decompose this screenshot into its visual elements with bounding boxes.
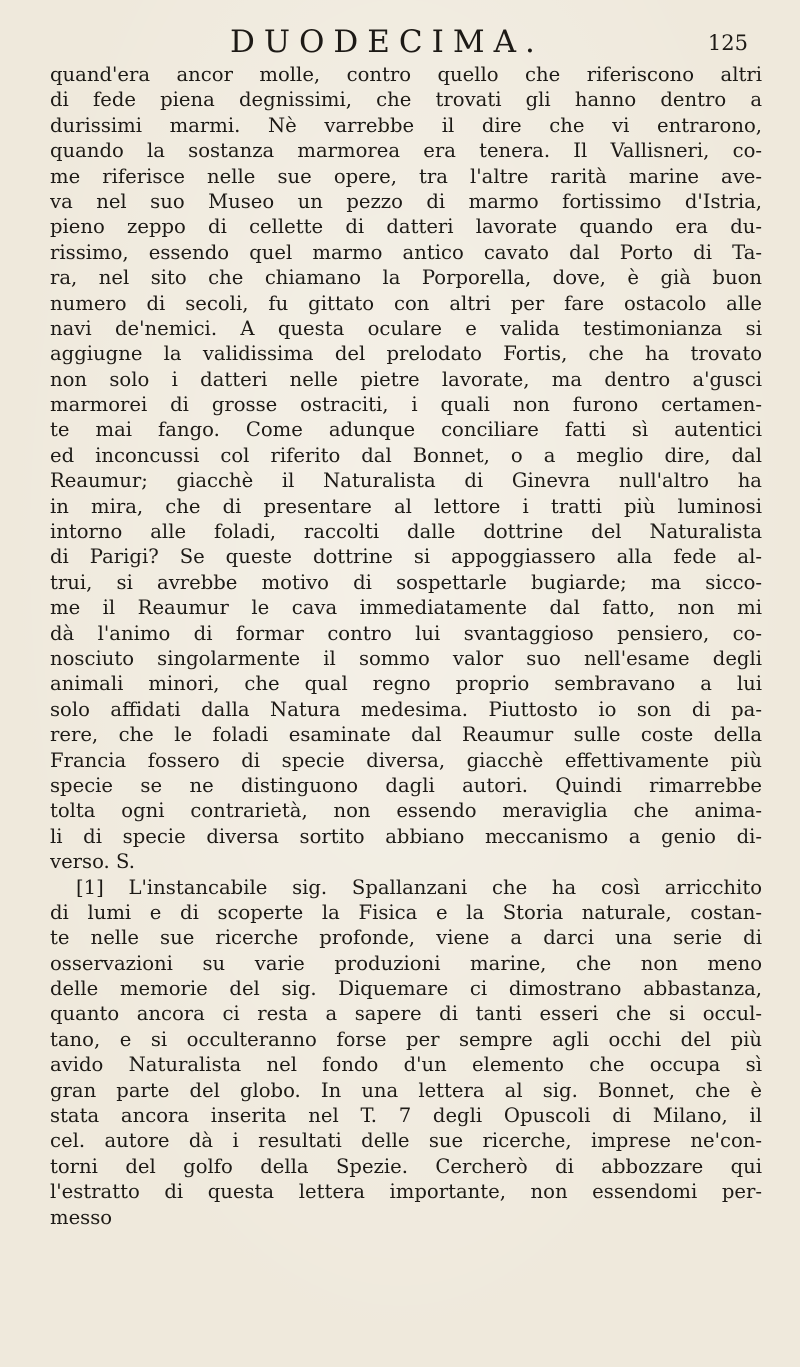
text-line: avido Naturalista nel fondo d'un elemento che occupa sì: [50, 1053, 762, 1077]
text-line: ra, nel sito che chiamano la Porporella, dove, è già buon: [50, 266, 762, 290]
text-line: Francia fossero di specie diversa, giacchè effettivamente più: [50, 748, 762, 772]
text-line: quanto ancora ci resta a sapere di tanti esseri che si occul-: [50, 1002, 762, 1026]
text-line: li di specie diversa sortito abbiano meccanismo a genio di-: [50, 824, 762, 848]
text-line: verso. S.: [50, 850, 135, 874]
text-line: rere, che le foladi esaminate dal Reaumur sulle coste della: [50, 723, 762, 747]
body-text: [50, 62, 762, 1230]
text-line: marmorei di grosse ostraciti, i quali non furono certamen-: [50, 393, 762, 417]
text-line: in mira, che di presentare al lettore i tratti più luminosi: [50, 494, 762, 518]
text-line: animali minori, che qual regno proprio sembravano a lui: [50, 672, 762, 696]
text-line: pieno zeppo di cellette di datteri lavorate quando era du-: [50, 215, 762, 239]
text-line: delle memorie del sig. Diquemare ci dimostrano abbastanza,: [50, 977, 762, 1001]
text-line: di fede piena degnissimi, che trovati gli hanno dentro a: [50, 88, 762, 112]
text-line: dà l'animo di formar contro lui svantaggioso pensiero, co-: [50, 621, 762, 645]
text-line: trui, si avrebbe motivo di sospettarle bugiarde; ma sicco-: [50, 570, 762, 594]
text-line: me il Reaumur le cava immediatamente dal fatto, non mi: [50, 596, 762, 620]
text-line: quando la sostanza marmorea era tenera. Il Vallisneri, co-: [50, 139, 762, 163]
text-line: ed inconcussi col riferito dal Bonnet, o a meglio dire, dal: [50, 443, 762, 467]
text-line: durissimi marmi. Nè varrebbe il dire che vi entrarono,: [50, 113, 762, 137]
text-line: aggiugne la validissima del prelodato Fortis, che ha trovato: [50, 342, 762, 366]
text-line: di Parigi? Se queste dottrine si appoggiassero alla fede al-: [50, 545, 762, 569]
text-line: rissimo, essendo quel marmo antico cavato dal Porto di Ta-: [50, 240, 762, 264]
text-line: intorno alle foladi, raccolti dalle dottrine del Naturalista: [50, 520, 762, 544]
page-header: [0, 20, 800, 64]
text-line: me riferisce nelle sue opere, tra l'altre rarità marine ave-: [50, 164, 762, 188]
text-line: solo affidati dalla Natura medesima. Piuttosto io son di pa-: [50, 697, 762, 721]
text-line: gran parte del globo. In una lettera al sig. Bonnet, che è: [50, 1078, 762, 1102]
text-line: non solo i datteri nelle pietre lavorate, ma dentro a'gusci: [50, 367, 762, 391]
text-line: [1] L'instancabile sig. Spallanzani che ha così arricchito: [76, 875, 762, 899]
text-line: tano, e si occulteranno forse per sempre agli occhi del più: [50, 1027, 762, 1051]
text-line: specie se ne distinguono dagli autori. Quindi rimarrebbe: [50, 773, 762, 797]
text-line: nosciuto singolarmente il sommo valor suo nell'esame degli: [50, 646, 762, 670]
text-line: di lumi e di scoperte la Fisica e la Storia naturale, costan-: [50, 900, 762, 924]
page-number: 125: [707, 31, 748, 55]
running-head: DUODECIMA.: [230, 24, 544, 60]
text-line: te mai fango. Come adunque conciliare fatti sì autentici: [50, 418, 762, 442]
text-line: va nel suo Museo un pezzo di marmo fortissimo d'Istria,: [50, 189, 762, 213]
text-line: cel. autore dà i resultati delle sue ricerche, imprese ne'con-: [50, 1129, 762, 1153]
text-line: navi de'nemici. A questa oculare e valida testimonianza si: [50, 316, 762, 340]
text-line: l'estratto di questa lettera importante, non essendomi per-: [50, 1180, 762, 1204]
text-line: torni del golfo della Spezie. Cercherò di abbozzare qui: [50, 1154, 762, 1178]
text-line: stata ancora inserita nel T. 7 degli Opuscoli di Milano, il: [50, 1104, 762, 1128]
text-line: te nelle sue ricerche profonde, viene a darci una serie di: [50, 926, 762, 950]
text-line: quand'era ancor molle, contro quello che riferiscono altri: [50, 63, 762, 86]
text-line: numero di secoli, fu gittato con altri per fare ostacolo alle: [50, 291, 762, 315]
text-line: osservazioni su varie produzioni marine, che non meno: [50, 951, 762, 975]
text-line: Reaumur; giacchè il Naturalista di Ginevra null'altro ha: [50, 469, 762, 493]
text-line: tolta ogni contrarietà, non essendo meraviglia che anima-: [50, 799, 762, 823]
text-line: messo: [50, 1205, 113, 1229]
